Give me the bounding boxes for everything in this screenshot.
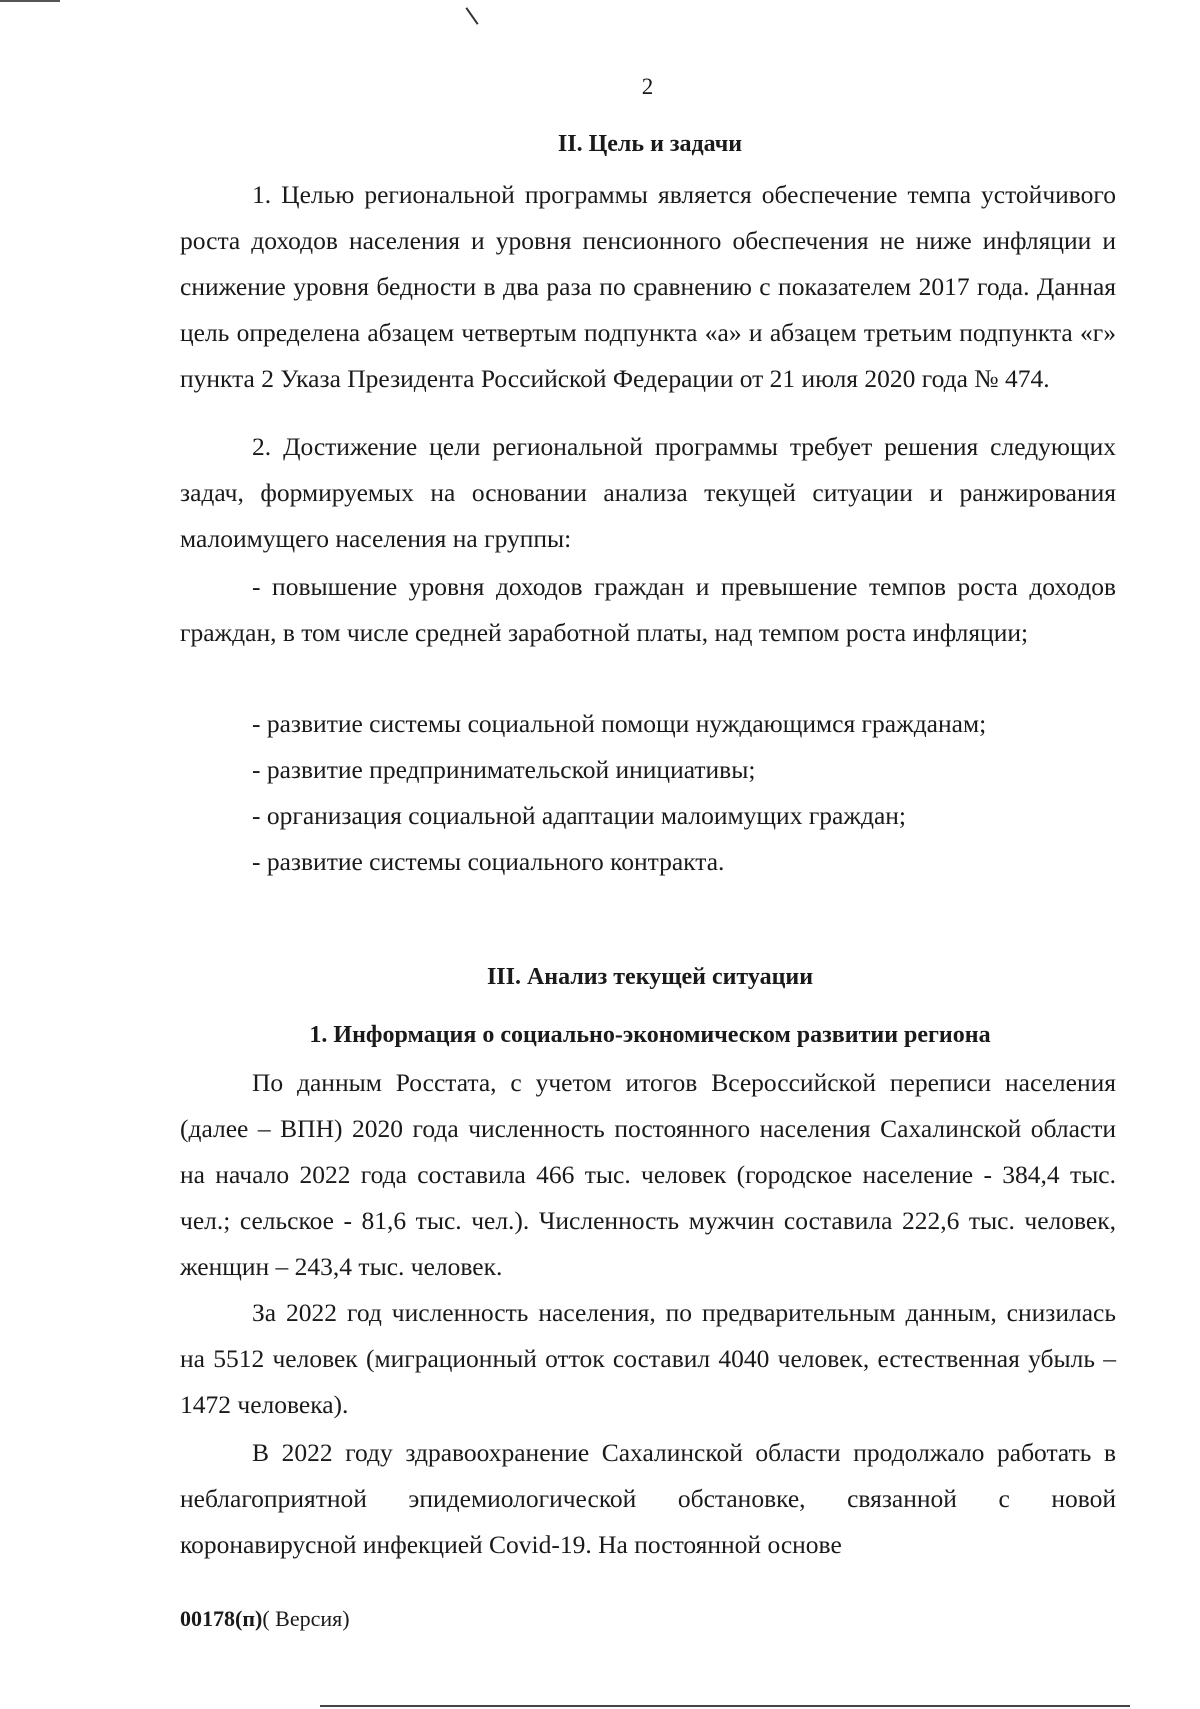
- document-version: ( Версия): [262, 1606, 350, 1631]
- scan-artifact-mark: [465, 7, 478, 25]
- task-list-item: - развитие системы социального контракта.: [252, 847, 725, 876]
- paragraph-population-change: За 2022 год численность населения, по предварительным данным, снизилась на 5512 человек (миграционный отток составил 4040 человек, естественная убыль – 1472 человека).: [180, 1298, 1116, 1419]
- paragraph-population: По данным Росстата, с учетом итогов Всероссийской переписи населения (далее – ВПН) 2020 года численность постоянного населения Сахалинской области на начало 2022 года составила 466 тыс. человек (городское население - 384,4 тыс. чел.; сельское - 81,6 тыс. чел.). Численность мужчин составила 222,6 тыс. человек, женщин – 243,4 тыс. человек.: [180, 1068, 1116, 1281]
- paragraph-task-income: - повышение уровня доходов граждан и превышение темпов роста доходов граждан, в том числе средней заработной платы, над темпом роста инфляции;: [180, 572, 1116, 647]
- task-list-item: - развитие предпринимательской инициативы;: [252, 755, 756, 784]
- document-code: [180, 1606, 350, 1632]
- subsection-heading-region: 1. Информация о социально-экономическом развитии региона: [309, 1022, 991, 1048]
- paragraph-goal: 1. Целью региональной программы является обеспечение темпа устойчивого роста доходов населения и уровня пенсионного обеспечения не ниже инфляции и снижение уровня бедности в два раза по сравнению с показателем 2017 года. Данная цель определена абзацем четвертым подпункта «а» и абзацем третьим подпункта «г» пункта 2 Указа Президента Российской Федерации от 21 июля 2020 года № 474.: [180, 180, 1116, 393]
- scan-artifact-line: [320, 1705, 1130, 1707]
- task-list-item: - организация социальной адаптации малоимущих граждан;: [252, 801, 906, 830]
- section-heading-goals: II. Цель и задачи: [557, 131, 743, 157]
- section-heading-analysis: III. Анализ текущей ситуации: [486, 964, 814, 990]
- document-number: 00178(п): [180, 1606, 263, 1631]
- page-number: 2: [641, 74, 654, 99]
- task-list-item: - развитие системы социальной помощи нуждающимся гражданам;: [252, 709, 987, 738]
- paragraph-healthcare: В 2022 году здравоохранение Сахалинской области продолжало работать в неблагоприятной эпидемиологической обстановке, связанной с новой коронавирусной инфекцией Covid-19. На постоянной основе: [180, 1438, 1116, 1559]
- paragraph-tasks-intro: 2. Достижение цели региональной программы требует решения следующих задач, формируемых на основании анализа текущей ситуации и ранжирования малоимущего населения на группы:: [180, 432, 1116, 553]
- scan-artifact-line: [0, 0, 60, 2]
